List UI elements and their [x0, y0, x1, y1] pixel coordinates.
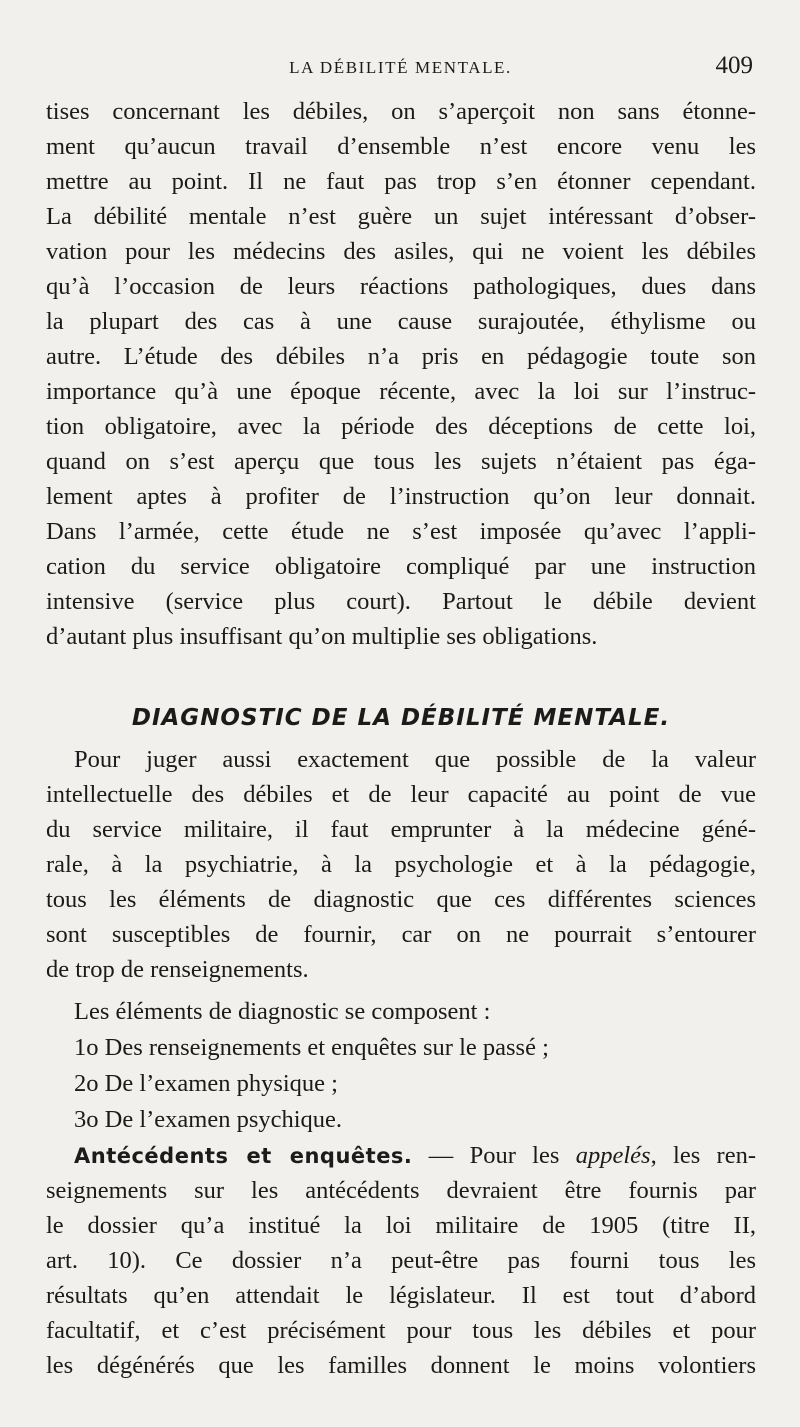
- list-item: 2o De l’examen physique ;: [74, 1070, 338, 1097]
- run-in-title: Antécédents et enquêtes.: [74, 1144, 413, 1168]
- text-line: sont susceptibles de fournir, car on ne pourrait s’entourer: [46, 921, 756, 948]
- text-fragment: — Pour les: [412, 1142, 576, 1169]
- list-item: 1o Des renseignements et enquêtes sur le passé ;: [74, 1034, 549, 1061]
- text-line: ment qu’aucun travail d’ensemble n’est encore venu les: [46, 133, 756, 160]
- text-line: tion obligatoire, avec la période des déceptions de cette loi,: [46, 413, 756, 440]
- text-line: résultats qu’en attendait le législateur. Il est tout d’abord: [46, 1282, 756, 1309]
- text-line: intensive (service plus court). Partout le débile devient: [46, 588, 756, 615]
- emphasis-text: appelés: [575, 1142, 651, 1169]
- text-line: art. 10). Ce dossier n’a peut-être pas fourni tous les: [46, 1247, 756, 1274]
- text-line: cation du service obligatoire compliqué par une instruction: [46, 553, 756, 580]
- text-line: seignements sur les antécédents devraient être fournis par: [46, 1177, 756, 1204]
- text-line: intellectuelle des débiles et de leur capacité au point de vue: [46, 781, 756, 808]
- text-line: facultatif, et c’est précisément pour tous les débiles et pour: [46, 1317, 756, 1344]
- text-line: vation pour les médecins des asiles, qui ne voient les débiles: [46, 238, 756, 265]
- text-line: tises concernant les débiles, on s’aperçoit non sans étonne-: [46, 98, 756, 125]
- running-head: [48, 52, 753, 86]
- text-line: [46, 1138, 756, 1174]
- text-line: lement aptes à profiter de l’instruction qu’on leur donnait.: [46, 483, 756, 510]
- text-line: de trop de renseignements.: [46, 956, 309, 983]
- text-line: quand on s’est aperçu que tous les sujets n’étaient pas éga-: [46, 448, 756, 475]
- text-line: Dans l’armée, cette étude ne s’est imposée qu’avec l’appli-: [46, 518, 756, 545]
- text-line: le dossier qu’a institué la loi militaire de 1905 (titre II,: [46, 1212, 756, 1239]
- text-line: importance qu’à une époque récente, avec la loi sur l’instruc-: [46, 378, 756, 405]
- running-title: LA DÉBILITÉ MENTALE.: [289, 58, 512, 77]
- text-line: rale, à la psychiatrie, à la psychologie et à la pédagogie,: [46, 851, 756, 878]
- text-line: d’autant plus insuffisant qu’on multiplie ses obligations.: [46, 623, 598, 650]
- text-line: Pour juger aussi exactement que possible de la valeur: [74, 746, 756, 773]
- text-line: tous les éléments de diagnostic que ces différentes sciences: [46, 886, 756, 913]
- text-line: du service militaire, il faut emprunter à la médecine géné-: [46, 816, 756, 843]
- text-line: mettre au point. Il ne faut pas trop s’en étonner cependant.: [46, 168, 756, 195]
- text-fragment: , les ren-: [650, 1142, 756, 1169]
- section-heading: DIAGNOSTIC DE LA DÉBILITÉ MENTALE.: [131, 705, 671, 731]
- text-line: qu’à l’occasion de leurs réactions pathologiques, dues dans: [46, 273, 756, 300]
- text-line: la plupart des cas à une cause surajoutée, éthylisme ou: [46, 308, 756, 335]
- text-line: La débilité mentale n’est guère un sujet intéressant d’obser-: [46, 203, 756, 230]
- list-intro: Les éléments de diagnostic se composent :: [74, 998, 491, 1025]
- list-item: 3o De l’examen psychique.: [74, 1106, 343, 1133]
- text-line: les dégénérés que les familles donnent le moins volontiers: [46, 1352, 756, 1379]
- page-number: 409: [715, 52, 753, 79]
- text-line: autre. L’étude des débiles n’a pris en pédagogie toute son: [46, 343, 756, 370]
